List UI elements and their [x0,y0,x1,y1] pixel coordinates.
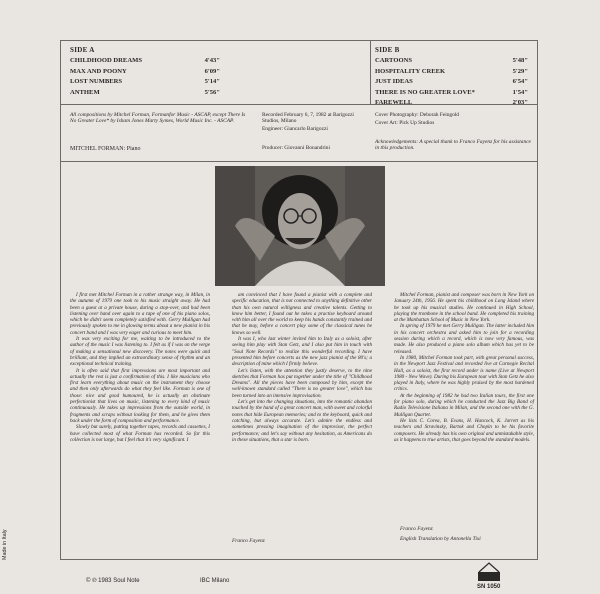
cover-art-credit: Cover Art: Pick Up Studios [375,120,435,126]
liner-paragraph: I first met Mitchel Forman in a rather strange way, in Milan, in the autumn of 1979 one took to his music straight away. He had been a guest at a private house, during a stop-over, and had been listening over hand over again to a tape of one of his piano solos, which he didn't seem completely satisfied with. Gerry Mulligan had previously spoken to me in glowing terms about a new pianist in his concert band and I was very eager and curious to meet him. [70,292,210,336]
track-time: 5'29" [512,67,528,75]
track-title: HOSPITALITY CREEK [375,67,446,75]
track-title: CARTOONS [375,57,413,64]
track-title: LOST NUMBERS [70,78,123,85]
acknowledgements: Acknowledgements: A special thank to Franco Fayenz for his assistance in this production. [375,139,531,152]
liner-paragraph: Slowly but surely, putting together tapes, records and cassettes, I have collected most of what Forman has recorded. So far this collection is not large, but I feel that it's very significant. I [70,424,210,443]
track-row [375,99,528,106]
track-row [375,89,528,96]
track-row [375,68,528,75]
track-title: CHILDHOOD DREAMS [70,57,142,64]
track-title: JUST IDEAS [375,78,413,85]
liner-paragraph: Mitchel Forman, pianist and composer was born in New York on January 24th, 1956. He spent his childhood on Long Island where he took up his musical studies. He continued in High School, playing the trombone in the school band. He completed his training at the Manhattan School of Music in New York. [394,292,534,324]
cover-photo-credit: Cover Photography: Deborah Feingold [375,112,459,118]
track-row [375,78,528,85]
liner-paragraph: In 1980, Mitchel Forman took part, with great personal success, in the Newport Jazz Festival and recorded live at Carnegie Recital Hall, as a soloist, the first record under is name (Live at Newport 1980 - New Wave). During his European tour with Stan Getz he also played in Italy, where he was highly praised by the most hardened critics. [394,354,534,393]
signature-right: Franco Fayenz [400,526,433,532]
ibc-milano: IBC Milano [200,578,230,584]
side-a-label: SIDE A [70,46,95,54]
liner-paragraph: It was I, who last winter invited him to Italy as a soloist, after seeing him play with Stan Getz, and I also put him in touch with "Soul Note Records" to realize this wonderful recording. I have presented him before concerts as the new jazz pianist of the 80's; a description of mine which I firmly believe. [232,336,372,368]
track-time: 5'56" [204,88,220,96]
track-title: ANTHEM [70,88,100,96]
liner-paragraph: It was very exciting for me, waiting to be introduced to the author of the music I was listening to. I felt as if I was on the verge of making a sensational new discovery. The notes were quick and brilliant, and they implied an extraordinary sense of rhythm and an exceptional technical training. [70,336,210,368]
made-in-italy: Made in Italy [2,529,8,560]
liner-notes-col3 [394,292,534,443]
musician-credit: MITCHEL FORMAN: Piano [70,146,141,152]
track-row [70,57,220,64]
track-row [375,57,528,64]
liner-paragraph: He lists C. Corea, B. Evans, H. Hancock, K. Jarrett as his teachers and Stravinsky, Bartok and Chopin to be his favorite composers. He already has his own original and unmistakable style, as it happens to true artists, that goes beyond the standard models. [394,417,534,443]
liner-paragraph: am convinced that I have found a pianist with a complete and specific education, that is not connected to anything definitive other than his own natural willigness and creative talents. Getting to know him better, I found out he takes a practise keyboard around with him all over the world to keep his hands constantly trained and that he may, before a concert play some of the classical tunes he knows so well. [232,292,372,336]
liner-paragraph: At the beginning of 1982 he had two Italian tours, the first one for piano solo, during which he conducted the Jazz Big Band of Radio Televisione Italiana in Milan, and the second one with the G. Mulligan Quartet. [394,392,534,418]
recorded-credit: Recorded February 6, 7, 1982 at Barigozzi Studios, Milano [262,112,354,125]
track-row [70,89,220,96]
liner-paragraph: Let's listen, with the attention they justly deserve, to the nine sketches that Forman has put together under the title of "Childhood Dreams". All the pieces have been composed by him, except the well-known standard called "There is no greater love", which has been turned into an intensive improvisation. [232,367,372,399]
translation-credit: English Translation by Antonella Tixi [400,536,481,542]
signature-middle: Franco Fayenz [232,538,265,544]
track-time: 5'14" [204,78,220,85]
liner-paragraph: In spring of 1979 he met Gerry Mulligan. The latter included him in his concert orchestra and asked him to join for a recording session during which a record, which is now very famous, was made. He also produced a piano solo album which has yet to be released. [394,323,534,355]
track-row [70,78,220,85]
track-time: 2'03" [512,99,528,106]
track-title: THERE IS NO GREATER LOVE* [375,88,475,96]
liner-paragraph: Let's get into the changing situations, into the romantic abandon touched by the hand of a great concert man, with sweet and colorful notes that hide European memories; and to the keyboard, quick and catching, but always accurate. Let's admire the endless and sometimes pressing imagination of the improvisor, the perfect performance; and let's say without any hesitation, as Americans do in these situations, that a star is born. [232,399,372,443]
track-title: FAREWELL [375,99,413,106]
side-b-label: SIDE B [375,46,400,54]
soul-note-logo [475,560,503,582]
track-time: 1'54" [512,88,528,96]
compositions-credit: All compositions by Mitchel Forman, Formanfor Music - ASCAP, except There Is No Greater Love* by Isham Jones Marty Symes, World Music Inc. - ASCAP. [70,112,246,125]
track-title: MAX AND POONY [70,67,127,75]
liner-notes-col1 [70,292,210,443]
liner-paragraph: It is often said that first impressions are most important and actually the rest is just a confirmation of this. I like musicians who first learn everything about music on the instrument they choose and then only afterwards do what they feel like. Forman is one of those: nice and good humoured, he is actually an obstinate perfectionist that lives on music, listening to every kind of music continuously. He takes up impressions from the outside world, in fragments and scraps without looking for them, and he gives them back under the form of composition and performance. [70,367,210,424]
engineer-credit: Engineer: Giancarlo Barigozzi [262,126,328,132]
catalog-number: SN 1050 [477,584,501,590]
track-row [70,68,220,75]
track-time: 6'09" [204,67,220,75]
liner-notes-col2 [232,292,372,443]
track-time: 5'48" [512,57,528,64]
artist-photo [215,166,385,286]
producer-credit: Producer: Giovanni Bonandrini [262,145,330,151]
track-time: 6'54" [512,78,528,85]
copyright: © ℗ 1983 Soul Note [86,578,140,584]
track-time: 4'43" [204,57,220,64]
divider-sides [370,40,371,104]
divider-credits [60,161,538,162]
